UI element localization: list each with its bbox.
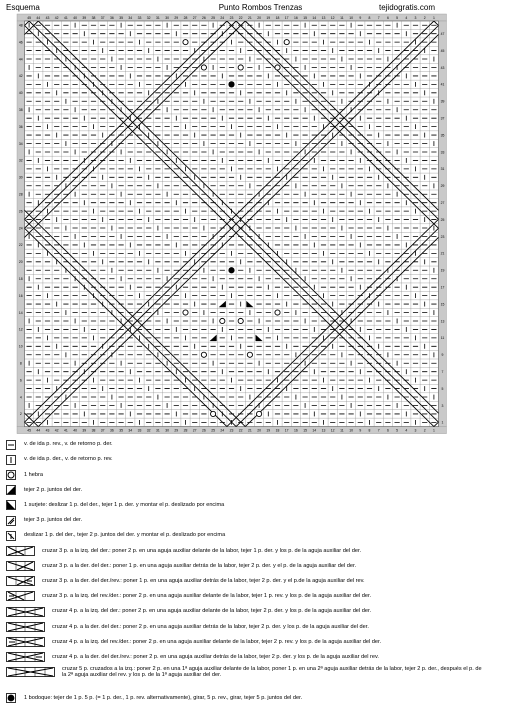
column-number-top: 26 [202, 16, 206, 20]
row-number-right: 9 [441, 353, 444, 358]
column-number-top: 38 [91, 16, 96, 20]
column-number-top: 39 [82, 16, 87, 20]
column-number-bottom: 6 [386, 428, 389, 433]
column-number-bottom: 2 [423, 428, 426, 433]
cross-4-right-icon [6, 622, 46, 632]
yarn-over-symbol [247, 352, 252, 357]
column-number-top: 37 [100, 16, 105, 20]
row-number-left: 46 [18, 40, 23, 45]
column-number-top: 16 [294, 16, 298, 20]
column-number-bottom: 15 [303, 428, 307, 433]
column-number-bottom: 23 [229, 428, 234, 433]
row-number-left: 26 [18, 209, 23, 214]
cable-line [452, 21, 521, 224]
cross-3-left-icon [6, 546, 36, 556]
column-number-top: 20 [257, 16, 261, 20]
legend-item [6, 559, 518, 574]
column-number-bottom: 18 [275, 428, 280, 433]
row-number-right: 23 [440, 234, 445, 239]
column-number-bottom: 3 [414, 428, 417, 433]
row-number-right: 35 [440, 133, 445, 138]
column-number-bottom: 17 [284, 428, 289, 433]
row-number-right: 27 [440, 200, 445, 205]
column-number-top: 32 [146, 16, 151, 20]
cable-line [452, 224, 521, 427]
row-number-left: 10 [18, 344, 23, 349]
column-number-bottom: 31 [156, 428, 160, 433]
row-number-left: 30 [18, 175, 23, 180]
yarn-over-symbol [275, 310, 280, 315]
cable-line [440, 21, 521, 224]
legend-item [6, 691, 518, 706]
yarn-over-symbol [201, 352, 206, 357]
legend-item [6, 604, 518, 619]
column-number-bottom: 20 [257, 428, 261, 433]
legend-text: cruzar 3 p. a la der. del der.: poner 1 p. en una aguja auxiliar detrás de la labor, tejer 2 p. der. y el p. de la aguja auxiliar del der. [42, 562, 357, 569]
column-number-bottom: 38 [91, 428, 96, 433]
column-number-bottom: 26 [202, 428, 206, 433]
cable-line [452, 21, 521, 224]
legend-text: deslizar 1 p. del der., tejer 2 p. juntos del der. y montar el p. deslizado por encima [24, 532, 226, 539]
column-number-top: 5 [396, 16, 399, 20]
column-number-top: 3 [414, 16, 417, 20]
row-number-right: 19 [440, 268, 445, 273]
row-number-right: 11 [440, 336, 445, 341]
column-number-bottom: 24 [220, 428, 225, 433]
cable-line [434, 21, 521, 224]
column-number-top: 11 [340, 16, 344, 20]
row-number-right: 21 [440, 251, 445, 256]
cable-line [434, 224, 521, 427]
column-number-top: 21 [248, 16, 252, 20]
column-number-top: 29 [174, 16, 179, 20]
row-number-left: 12 [18, 327, 23, 332]
row-number-left: 2 [19, 412, 22, 417]
column-number-bottom: 27 [192, 428, 197, 433]
column-number-bottom: 42 [54, 428, 59, 433]
yarn-over-symbol [211, 411, 216, 416]
bobble-icon [6, 693, 18, 703]
legend-text: cruzar 3 p. a la der. del der./rev.: poner 1 p. en una aguja auxiliar detrás de la labor, tejer 2 p. der. y el p.de la aguja auxiliar del rev. [42, 577, 365, 584]
cable-line [434, 224, 521, 427]
row-number-left: 6 [19, 378, 22, 383]
row-number-right: 25 [440, 217, 445, 222]
column-number-top: 10 [349, 16, 353, 20]
row-number-left: 38 [18, 108, 23, 113]
column-number-top: 40 [73, 16, 77, 20]
row-number-left: 8 [19, 361, 22, 366]
column-number-top: 9 [359, 16, 362, 20]
row-number-right: 47 [440, 31, 445, 36]
column-number-top: 23 [229, 16, 234, 20]
cross-4-right-purl-icon [6, 652, 46, 662]
legend-text: v. de ida p. rev., v. de retorno p. der. [24, 441, 113, 448]
legend-item [6, 665, 518, 691]
cable-line [440, 224, 521, 427]
row-number-left: 40 [18, 91, 23, 96]
row-number-right: 13 [440, 319, 445, 324]
row-number-left: 18 [18, 277, 23, 282]
column-number-top: 36 [110, 16, 114, 20]
circle-yarn-over-icon [6, 470, 18, 480]
column-number-top: 14 [312, 16, 317, 20]
row-number-left: 34 [18, 141, 23, 146]
left-number-strip [17, 21, 25, 427]
bobble-symbol [228, 267, 234, 273]
legend-item [6, 543, 518, 558]
column-number-bottom: 37 [100, 428, 105, 433]
cable-line [440, 21, 521, 224]
column-number-top: 12 [330, 16, 335, 20]
row-number-left: 20 [18, 260, 23, 265]
yarn-over-symbol [183, 40, 188, 45]
row-number-left: 16 [18, 293, 23, 298]
row-number-left: 22 [18, 243, 23, 248]
cross-4-left-purl-icon [6, 637, 46, 647]
column-number-top: 7 [377, 16, 380, 20]
column-number-top: 13 [321, 16, 326, 20]
column-number-bottom: 4 [405, 428, 408, 433]
sk2p-icon [6, 531, 18, 541]
column-number-bottom: 16 [294, 428, 298, 433]
row-number-right: 17 [440, 285, 445, 290]
row-number-right: 7 [441, 369, 444, 374]
column-number-bottom: 39 [82, 428, 87, 433]
legend-text: tejer 2 p. juntos del der. [24, 486, 83, 493]
row-number-left: 48 [18, 23, 23, 28]
row-number-right: 41 [440, 82, 445, 87]
row-number-left: 28 [18, 192, 23, 197]
row-number-right: 29 [440, 184, 445, 189]
yarn-over-symbol [220, 318, 225, 323]
legend-item [6, 528, 518, 543]
column-number-top: 45 [27, 16, 31, 20]
column-number-top: 42 [54, 16, 59, 20]
row-number-right: 39 [440, 99, 445, 104]
row-number-right: 43 [440, 65, 445, 70]
column-number-bottom: 35 [119, 428, 123, 433]
column-number-bottom: 32 [146, 428, 151, 433]
column-number-bottom: 11 [340, 428, 344, 433]
legend-item [6, 513, 518, 528]
column-number-top: 30 [165, 16, 169, 20]
cable-line [452, 224, 521, 427]
chart-label: Esquema [6, 3, 40, 12]
column-number-top: 41 [64, 16, 68, 20]
legend-text: cruzar 3 p. a la izq. del der.: poner 2 p. en una aguja auxiliar delante de la labor, tejer 1 p. der. y los p. de la aguja auxiliar del der. [42, 547, 362, 554]
column-number-top: 25 [211, 16, 215, 20]
vertical-bar-icon [6, 455, 18, 465]
legend-text: cruzar 4 p. a la izq. del der.: poner 2 p. en una aguja auxiliar delante de la labor, tejer 2 p. der. y los p. de la aguja auxiliar del der. [52, 608, 372, 615]
legend-text: tejer 3 p. juntos del der. [24, 517, 83, 524]
column-number-bottom: 44 [36, 428, 41, 433]
column-number-top: 44 [36, 16, 41, 20]
row-number-right: 31 [440, 167, 445, 172]
column-number-bottom: 14 [312, 428, 317, 433]
column-number-bottom: 12 [330, 428, 335, 433]
column-number-bottom: 41 [64, 428, 68, 433]
legend-item [6, 437, 518, 452]
chart-title: Punto Rombos Trenzas [218, 3, 303, 12]
column-number-top: 22 [238, 16, 243, 20]
legend-text: 1 hebra [24, 471, 43, 478]
column-number-bottom: 30 [165, 428, 169, 433]
row-number-left: 44 [18, 57, 23, 62]
row-number-left: 24 [18, 226, 23, 231]
legend-text: cruzar 5 p. cruzados a la izq.: poner 2 p. en una 1ª aguja auxiliar delante de la labor, poner 1 p. en una 2ª aguja auxiliar detrás de la labor, tejer 2 p. der., después el p. de la 2ª aguja auxiliar del rev. y los p. de la 1ª aguja auxiliar del der. [62, 665, 482, 679]
column-number-top: 27 [192, 16, 197, 20]
column-number-top: 2 [423, 16, 426, 20]
yarn-over-symbol [238, 318, 243, 323]
left-triangle-ssk-icon [6, 500, 18, 510]
row-number-right: 3 [441, 403, 444, 408]
yarn-over-symbol [257, 411, 262, 416]
cross-5-left-icon [6, 667, 56, 677]
column-number-bottom: 19 [266, 428, 271, 433]
row-number-left: 42 [18, 74, 23, 79]
cross-3-left-purl-icon [6, 591, 36, 601]
column-number-top: 31 [156, 16, 160, 20]
column-number-bottom: 7 [377, 428, 380, 433]
legend-text: cruzar 4 p. a la izq. del rev./der.: poner 2 p. en una aguja auxiliar delante de la labor, tejer 2 p. rev. y los p. de la aguja auxiliar del der. [52, 638, 382, 645]
column-number-top: 6 [386, 16, 389, 20]
legend-text: cruzar 4 p. a la der. del der.: poner 2 p. en una aguja auxiliar detrás de la labor, tejer 2 p. der. y los p. de la aguja auxiliar del der. [52, 623, 369, 630]
row-number-right: 1 [441, 420, 444, 425]
yarn-over-symbol [201, 65, 206, 70]
column-number-bottom: 43 [45, 428, 50, 433]
column-number-top: 4 [405, 16, 408, 20]
column-number-bottom: 34 [128, 428, 133, 433]
right-triangle-k2tog-icon [6, 485, 18, 495]
column-number-bottom: 22 [238, 428, 243, 433]
yarn-over-symbol [275, 65, 280, 70]
column-number-bottom: 5 [396, 428, 399, 433]
column-number-bottom: 21 [248, 428, 252, 433]
yarn-over-symbol [183, 310, 188, 315]
row-number-right: 37 [440, 116, 445, 121]
column-number-bottom: 8 [368, 428, 371, 433]
column-number-top: 33 [137, 16, 142, 20]
column-number-top: 18 [275, 16, 280, 20]
legend-text: v. de ida p. der., v. de retorno p. rev. [24, 456, 113, 463]
legend-item [6, 452, 518, 467]
column-number-top: 19 [266, 16, 271, 20]
legend-item [6, 589, 518, 604]
row-number-left: 4 [19, 395, 22, 400]
row-number-left: 32 [18, 158, 23, 163]
legend-item [6, 498, 518, 513]
legend-item [6, 634, 518, 649]
legend-item [6, 619, 518, 634]
legend-text: 1 bodoque: tejer de 1 p. 5 p. (= 1 p. der., 1 p. rev. alternativamente), girar, 5 p. rev., girar, tejer 5 p. juntos del der. [24, 695, 303, 702]
horizontal-dash-icon [6, 440, 18, 450]
column-number-bottom: 36 [110, 428, 114, 433]
site-name: tejidogratis.com [378, 3, 435, 12]
row-number-right: 15 [440, 302, 445, 307]
column-number-bottom: 28 [183, 428, 188, 433]
column-number-top: 28 [183, 16, 188, 20]
column-number-bottom: 10 [349, 428, 353, 433]
row-number-right: 5 [441, 386, 444, 391]
legend-item [6, 483, 518, 498]
bobble-symbol [228, 81, 234, 87]
column-number-top: 35 [119, 16, 123, 20]
legend-text: cruzar 4 p. a la der. del der./rev.: poner 2 p. en una aguja auxiliar detrás de la labor, tejer 2 p. der. y los p. de la aguja auxiliar del rev. [52, 653, 379, 660]
legend-item [6, 467, 518, 482]
cross-3-right-icon [6, 561, 36, 571]
cross-4-left-icon [6, 607, 46, 617]
legend-item [6, 650, 518, 665]
cable-line [440, 224, 521, 427]
column-number-top: 8 [368, 16, 371, 20]
symbol-legend [6, 437, 518, 706]
column-number-bottom: 13 [321, 428, 326, 433]
legend-item [6, 574, 518, 589]
column-number-top: 15 [303, 16, 307, 20]
column-number-bottom: 29 [174, 428, 179, 433]
cable-line [434, 21, 521, 224]
cross-3-right-purl-icon [6, 576, 36, 586]
legend-text: cruzar 3 p. a la izq. del rev./der.: poner 2 p. en una aguja auxiliar delante de la labor, tejer 1 p. rev. y los p. de la aguja auxiliar del der. [42, 593, 372, 600]
row-number-right: 45 [440, 48, 445, 53]
column-number-top: 34 [128, 16, 133, 20]
yarn-over-symbol [284, 40, 289, 45]
column-number-bottom: 9 [359, 428, 362, 433]
column-number-top: 43 [45, 16, 50, 20]
column-number-top: 24 [220, 16, 225, 20]
legend-text: 1 surjete: deslizar 1 p. del der., tejer 1 p. der. y montar el p. deslizado por encima [24, 502, 225, 509]
row-number-right: 33 [440, 150, 445, 155]
k3tog-icon [6, 516, 18, 526]
column-number-top: 1 [432, 16, 435, 20]
row-number-left: 36 [18, 124, 23, 129]
column-number-bottom: 1 [432, 428, 435, 433]
column-number-bottom: 25 [211, 428, 215, 433]
column-number-bottom: 40 [73, 428, 77, 433]
column-number-top: 17 [284, 16, 289, 20]
yarn-over-symbol [238, 65, 243, 70]
row-number-left: 14 [18, 310, 23, 315]
column-number-bottom: 33 [137, 428, 142, 433]
column-number-bottom: 45 [27, 428, 31, 433]
